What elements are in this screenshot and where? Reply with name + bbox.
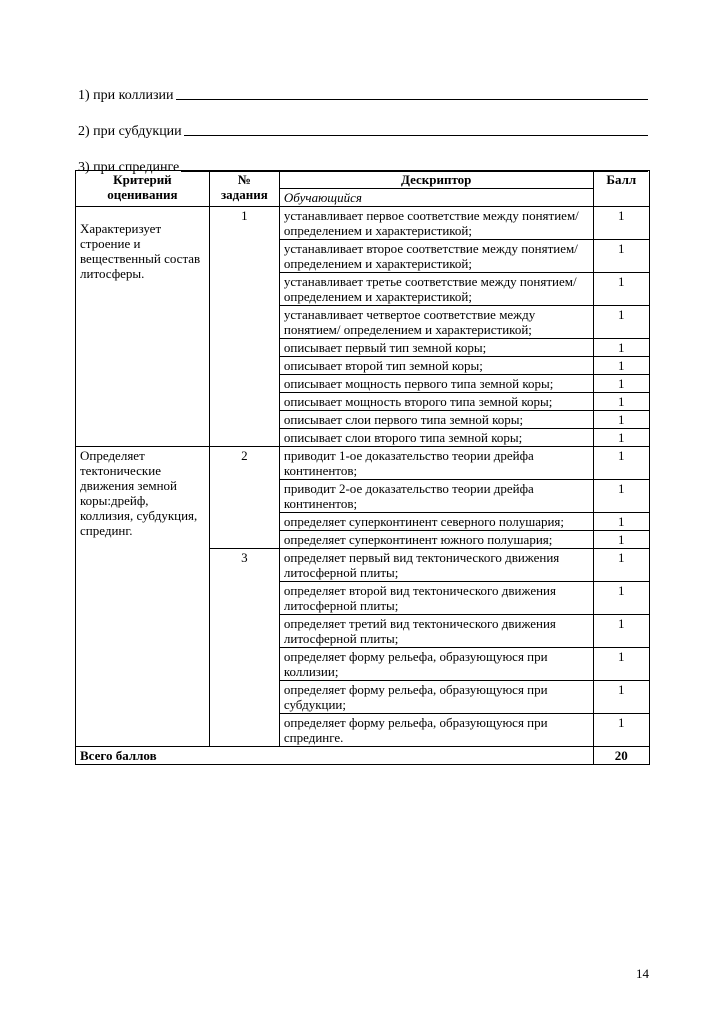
- criterion-cell: Характеризует строение и вещественный состав литосферы.: [76, 207, 210, 447]
- answer-blank[interactable]: [176, 98, 648, 100]
- descriptor-cell: приводит 1-ое доказательство теории дрейфа континентов;: [279, 447, 593, 480]
- score-cell: 1: [593, 273, 649, 306]
- score-cell: 1: [593, 714, 649, 747]
- rubric-table: [75, 170, 650, 765]
- answer-blank[interactable]: [184, 134, 648, 136]
- task-number-cell: 2: [209, 447, 279, 549]
- task-number-header: № задания: [209, 171, 279, 207]
- descriptor-cell: описывает мощность второго типа земной коры;: [279, 393, 593, 411]
- criterion-header: Критерий оценивания: [76, 171, 210, 207]
- score-cell: 1: [593, 339, 649, 357]
- descriptor-cell: приводит 2-ое доказательство теории дрейфа континентов;: [279, 480, 593, 513]
- score-cell: 1: [593, 513, 649, 531]
- table-row: [76, 447, 650, 480]
- fill-line-collision[interactable]: [78, 68, 648, 104]
- fill-line-label: 2) при субдукции: [78, 124, 182, 139]
- descriptor-cell: устанавливает четвертое соответствие между понятием/ определением и характеристикой;: [279, 306, 593, 339]
- total-row: [76, 747, 650, 765]
- descriptor-cell: устанавливает третье соответствие между понятием/ определением и характеристикой;: [279, 273, 593, 306]
- descriptor-cell: определяет форму рельефа, образующуюся при коллизии;: [279, 648, 593, 681]
- descriptor-cell: описывает слои первого типа земной коры;: [279, 411, 593, 429]
- descriptor-cell: устанавливает второе соответствие между понятием/ определением и характеристикой;: [279, 240, 593, 273]
- score-cell: 1: [593, 648, 649, 681]
- task-number-cell: 3: [209, 549, 279, 747]
- score-cell: 1: [593, 393, 649, 411]
- descriptor-cell: описывает первый тип земной коры;: [279, 339, 593, 357]
- score-cell: 1: [593, 357, 649, 375]
- score-cell: 1: [593, 681, 649, 714]
- header-row: [76, 171, 650, 189]
- score-cell: 1: [593, 447, 649, 480]
- score-cell: 1: [593, 480, 649, 513]
- descriptor-cell: описывает слои второго типа земной коры;: [279, 429, 593, 447]
- score-cell: 1: [593, 531, 649, 549]
- descriptor-cell: описывает мощность первого типа земной коры;: [279, 375, 593, 393]
- descriptor-cell: определяет второй вид тектонического движения литосферной плиты;: [279, 582, 593, 615]
- descriptor-cell: определяет третий вид тектонического движения литосферной плиты;: [279, 615, 593, 648]
- descriptor-header: Дескриптор: [279, 171, 593, 189]
- score-header: Балл: [593, 171, 649, 207]
- score-cell: 1: [593, 306, 649, 339]
- page-number: 14: [636, 966, 649, 981]
- learner-subheader: Обучающийся: [279, 189, 593, 207]
- score-cell: 1: [593, 549, 649, 582]
- descriptor-cell: определяет форму рельефа, образующуюся при спрединге.: [279, 714, 593, 747]
- score-cell: 1: [593, 240, 649, 273]
- total-label: Всего баллов: [76, 747, 594, 765]
- score-cell: 1: [593, 207, 649, 240]
- score-cell: 1: [593, 615, 649, 648]
- task-number-cell: 1: [209, 207, 279, 447]
- descriptor-cell: устанавливает первое соответствие между понятием/ определением и характеристикой;: [279, 207, 593, 240]
- score-cell: 1: [593, 411, 649, 429]
- score-cell: 1: [593, 375, 649, 393]
- descriptor-cell: определяет первый вид тектонического движения литосферной плиты;: [279, 549, 593, 582]
- fill-line-label: 3) при спрединге: [78, 160, 180, 175]
- rubric-body: [76, 207, 650, 747]
- score-cell: 1: [593, 429, 649, 447]
- fill-line-subduction[interactable]: [78, 104, 648, 140]
- descriptor-cell: определяет суперконтинент южного полушария;: [279, 531, 593, 549]
- descriptor-cell: определяет суперконтинент северного полушария;: [279, 513, 593, 531]
- fill-in-lines: [78, 68, 648, 176]
- total-value: 20: [593, 747, 649, 765]
- descriptor-cell: определяет форму рельефа, образующуюся при субдукции;: [279, 681, 593, 714]
- fill-line-label: 1) при коллизии: [78, 88, 174, 103]
- score-cell: 1: [593, 582, 649, 615]
- criterion-cell: Определяет тектонические движения земной коры:дрейф, коллизия, субдукция, спрединг.: [76, 447, 210, 747]
- descriptor-cell: описывает второй тип земной коры;: [279, 357, 593, 375]
- table-row: [76, 207, 650, 240]
